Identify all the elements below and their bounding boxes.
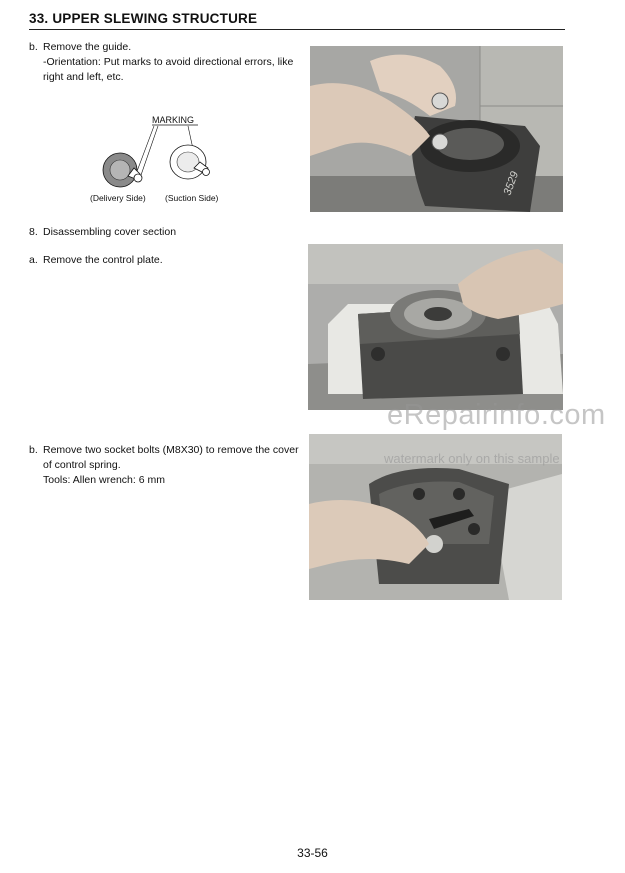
step-remove-socket-bolts: [29, 443, 309, 488]
suction-side-label: (Suction Side): [165, 193, 219, 203]
section-heading: [29, 225, 299, 240]
marking-label: MARKING: [152, 115, 195, 125]
photo-control-plate: [308, 244, 563, 410]
photo-remove-guide: [310, 46, 563, 212]
step-tools: Tools: Allen wrench: 6 mm: [43, 474, 165, 486]
step-label: a.: [29, 254, 38, 266]
step-text-orientation-cont: right and left, etc.: [43, 71, 124, 83]
marking-diagram: [88, 110, 238, 210]
step-label: b.: [29, 444, 38, 456]
step-text: Remove the control plate.: [43, 254, 163, 266]
suction-side-part-icon: [170, 145, 210, 179]
step-remove-control-plate: [29, 253, 299, 268]
step-remove-guide: [29, 40, 309, 85]
step-text-orientation: -Orientation: Put marks to avoid directional errors, like: [43, 56, 294, 68]
page-title: 33. UPPER SLEWING STRUCTURE: [29, 11, 565, 30]
section-text: Disassembling cover section: [43, 226, 177, 238]
watermark-main: eRepairinfo.com: [387, 399, 606, 431]
step-text-cont: of control spring.: [43, 459, 121, 471]
step-text: Remove the guide.: [43, 41, 132, 53]
delivery-side-part-icon: [103, 153, 142, 187]
svg-text:3529: 3529: [501, 169, 522, 198]
delivery-side-label: (Delivery Side): [90, 193, 146, 203]
watermark-sub: watermark only on this sample: [384, 451, 560, 466]
page-number: 33-56: [297, 846, 328, 860]
section-label: 8.: [29, 226, 38, 238]
step-text: Remove two socket bolts (M8X30) to remove the cover: [43, 444, 299, 456]
step-label: b.: [29, 41, 38, 53]
